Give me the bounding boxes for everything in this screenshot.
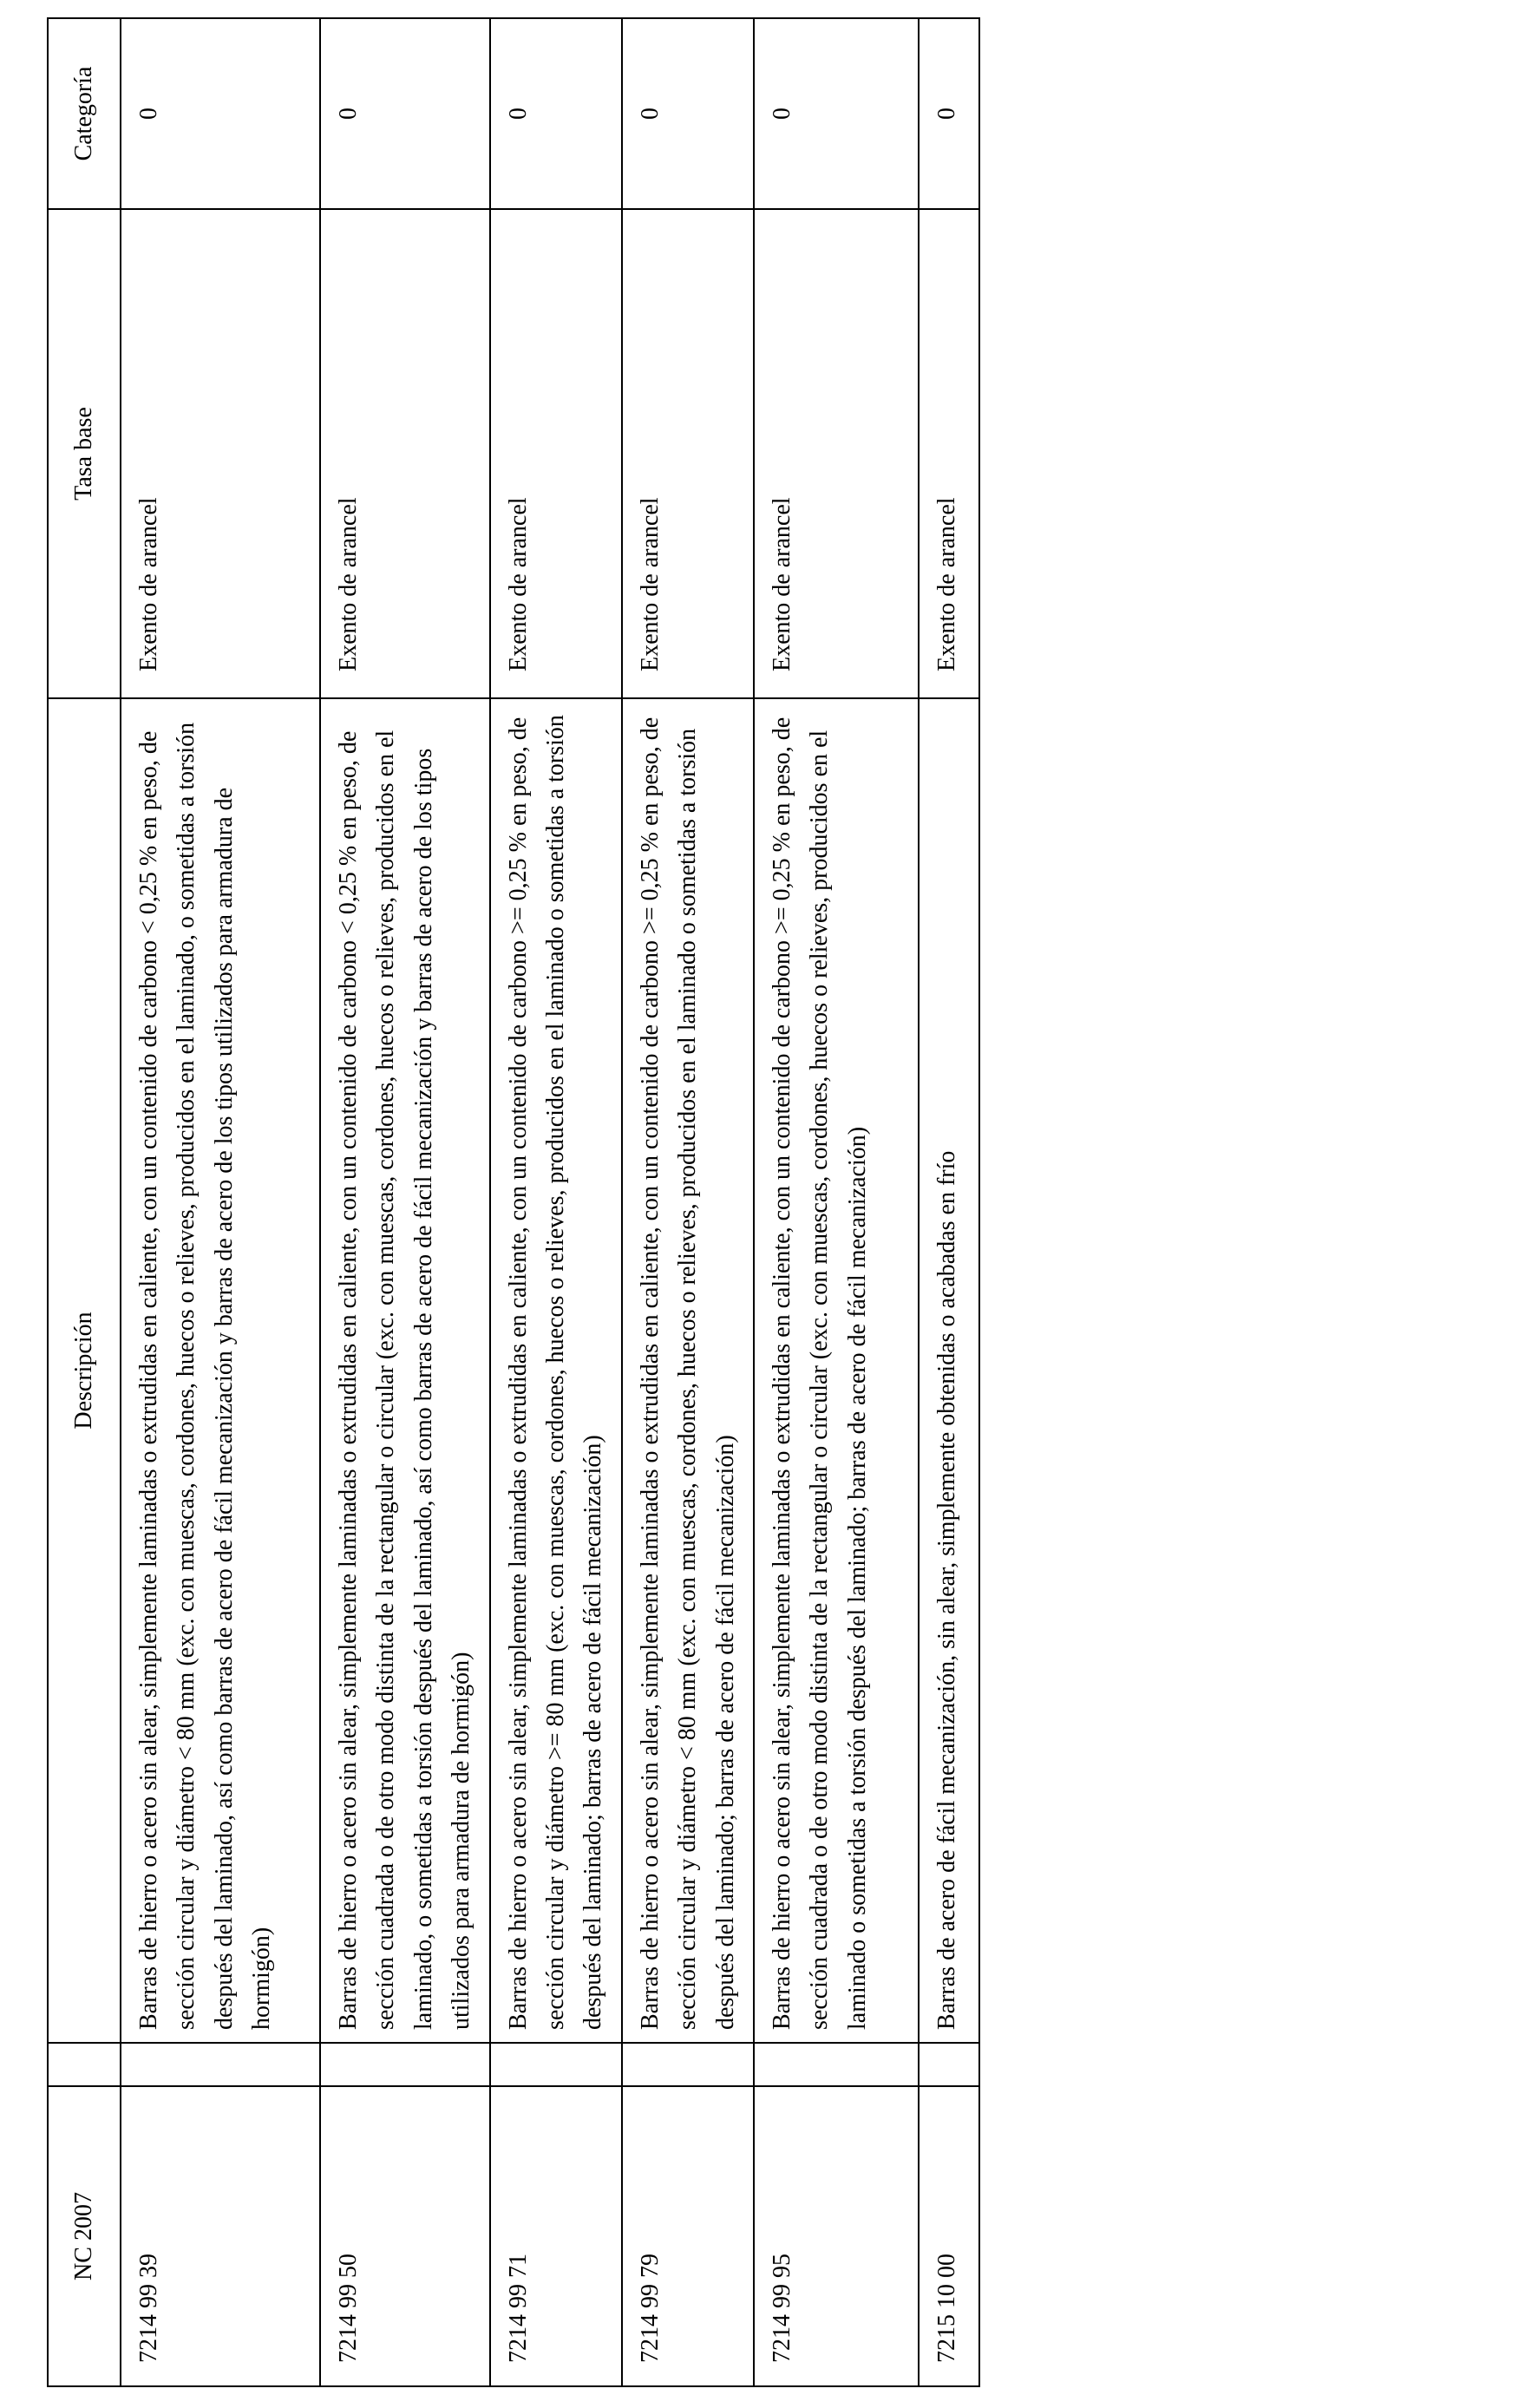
cell-categoria: 0 (320, 18, 490, 209)
table-row (754, 18, 919, 2386)
header-categoria: Categoría (48, 18, 121, 209)
table-row (622, 18, 754, 2386)
rotated-table-wrapper (47, 19, 960, 2387)
cell-nc: 7214 99 95 (754, 2086, 919, 2386)
cell-tasa: Exento de arancel (754, 209, 919, 698)
cell-nc: 7214 99 79 (622, 2086, 754, 2386)
cell-descripcion: Barras de hierro o acero sin alear, simplemente laminadas o extrudidas en caliente, con un contenido de carbono >= 0,25 % en peso, de sección cuadrada o de otro modo distinta de la rectangular o circular (exc. con muescas, cordones, huecos o relieves, producidos en el laminado o sometidas a torsión después del laminado; barras de acero de fácil mecanización) (754, 698, 919, 2043)
cell-categoria: 0 (754, 18, 919, 209)
cell-nc: 7215 10 00 (919, 2086, 979, 2386)
table-row (490, 18, 622, 2386)
cell-gap (622, 2043, 754, 2086)
table-row (121, 18, 320, 2386)
cell-gap (320, 2043, 490, 2086)
cell-descripcion: Barras de hierro o acero sin alear, simplemente laminadas o extrudidas en caliente, con un contenido de carbono < 0,25 % en peso, de sección cuadrada o de otro modo distinta de la rectangular o circular (exc. con muescas, cordones, huecos o relieves, producidos en el laminado, o sometidas a torsión después del laminado, así como barras de acero de fácil mecanización y barras de acero de los tipos utilizados para armadura de hormigón) (320, 698, 490, 2043)
cell-categoria: 0 (121, 18, 320, 209)
table-header-row (48, 18, 121, 2386)
header-descripcion: Descripción (48, 698, 121, 2043)
header-nc: NC 2007 (48, 2086, 121, 2386)
cell-nc: 7214 99 39 (121, 2086, 320, 2386)
header-gap (48, 2043, 121, 2086)
cell-descripcion: Barras de hierro o acero sin alear, simplemente laminadas o extrudidas en caliente, con un contenido de carbono < 0,25 % en peso, de sección circular y diámetro < 80 mm (exc. con muescas, cordones, huecos o relieves, producidos en el laminado, o sometidas a torsión después del laminado, así como barras de acero de fácil mecanización y barras de acero de los tipos utilizados para armadura de hormigón) (121, 698, 320, 2043)
cell-gap (754, 2043, 919, 2086)
cell-categoria: 0 (622, 18, 754, 209)
cell-nc: 7214 99 50 (320, 2086, 490, 2386)
cell-tasa: Exento de arancel (919, 209, 979, 698)
cell-nc: 7214 99 71 (490, 2086, 622, 2386)
cell-descripcion: Barras de acero de fácil mecanización, sin alear, simplemente obtenidas o acabadas en frío (919, 698, 979, 2043)
table-row (320, 18, 490, 2386)
cell-tasa: Exento de arancel (121, 209, 320, 698)
cell-categoria: 0 (490, 18, 622, 209)
cell-categoria: 0 (919, 18, 979, 209)
header-tasa: Tasa base (48, 209, 121, 698)
cell-tasa: Exento de arancel (622, 209, 754, 698)
table-row (919, 18, 979, 2386)
cell-gap (121, 2043, 320, 2086)
cell-tasa: Exento de arancel (320, 209, 490, 698)
cell-tasa: Exento de arancel (490, 209, 622, 698)
cell-gap (490, 2043, 622, 2086)
cell-gap (919, 2043, 979, 2086)
cell-descripcion: Barras de hierro o acero sin alear, simplemente laminadas o extrudidas en caliente, con un contenido de carbono >= 0,25 % en peso, de sección circular y diámetro < 80 mm (exc. con muescas, cordones, huecos o relieves, producidos en el laminado o sometidas a torsión después del laminado; barras de acero de fácil mecanización) (622, 698, 754, 2043)
cell-descripcion: Barras de hierro o acero sin alear, simplemente laminadas o extrudidas en caliente, con un contenido de carbono >= 0,25 % en peso, de sección circular y diámetro >= 80 mm (exc. con muescas, cordones, huecos o relieves, producidos en el laminado o sometidas a torsión después del laminado; barras de acero de fácil mecanización) (490, 698, 622, 2043)
tariff-table (47, 17, 980, 2387)
